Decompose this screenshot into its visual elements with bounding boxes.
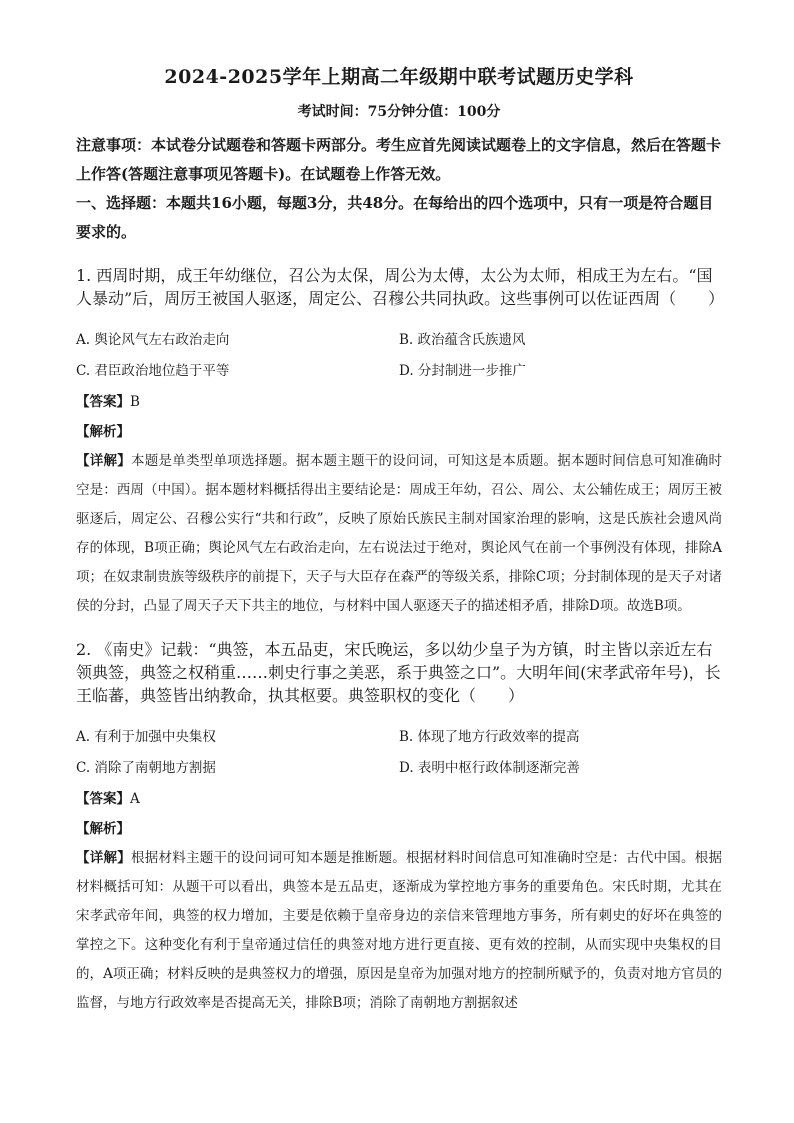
detail-paragraph: [76, 844, 722, 1018]
notice-text: 注意事项：本试卷分试题卷和答题卡两部分。考生应首先阅读试题卷上的文字信息，然后在答题卡上作答(答题注意事项见答题卡)。在试题卷上作答无效。: [76, 136, 722, 183]
option-a: A. 舆论风气左右政治走向: [76, 332, 230, 348]
answer-line: [76, 784, 722, 814]
option-d: D. 分封制进一步推广: [399, 363, 526, 379]
option-b: B. 体现了地方行政效率的提高: [399, 729, 580, 745]
detail-tag: 【详解】: [76, 453, 131, 469]
detail-text: 本题是单类型单项选择题。据本题主题干的设问词，可知这是本质题。据本题时间信息可知准确时空是：西周（中国）。据本题材料概括得出主要结论是：周成王年幼，召公、周公、太公辅佐成王；周厉王被驱逐后，周定公、召穆公实行“共和行政”，反映了原始氏族民主制对国家治理的影响，这是氏族社会遗风尚存的体现，B项正确；舆论风气左右政治走向，左右说法过于绝对，舆论风气在前一个事例没有体现，排除A项；在奴隶制贵族等级秩序的前提下，天子与大臣存在森严的等级关系，排除C项；分封制体现的是天子对诸侯的分封，凸显了周天子天下共主的地位，与材料中国人驱逐天子的描述相矛盾，排除D项。故选B项。: [76, 453, 722, 614]
answer-value: A: [130, 791, 140, 807]
analysis-line: [76, 814, 722, 844]
option-a: A. 有利于加强中央集权: [76, 729, 216, 745]
question-stem: 1. 西周时期，成王年幼继位，召公为太保，周公为太傅，太公为太师，相成王为左右。“国人暴动”后，周厉王被国人驱逐，周定公、召穆公共同执政。这些事例可以佐证西周（ ）: [76, 266, 725, 308]
answer-line: [76, 387, 722, 417]
question-2: [76, 637, 722, 1018]
detail-paragraph: [76, 447, 722, 621]
option-c: C. 消除了南朝地方割据: [76, 760, 216, 776]
analysis-line: [76, 417, 722, 447]
question-stem: 2. 《南史》记载：“典签，本五品吏，宋氏晚运，多以幼少皇子为方镇，时主皆以亲近左右领典签，典签之权稍重……刺史行事之美恶，系于典签之口”。大明年间(宋孝武帝年号)，长王临蕃，典签皆出纳教命，执其枢要。典签职权的变化（ ）: [76, 640, 721, 705]
detail-text: 根据材料主题干的设问词可知本题是推断题。根据材料时间信息可知准确时空是：古代中国。根据材料概括可知：从题干可以看出，典签本是五品吏，逐渐成为掌控地方事务的重要角色。宋氏时期，尤其在宋孝武帝年间，典签的权力增加，主要是依赖于皇帝身边的亲信来管理地方事务，所有刺史的好坏在典签的掌控之下。这种变化有利于皇帝通过信任的典签对地方进行更直接、更有效的控制，从而实现中央集权的目的，A项正确；材料反映的是典签权力的增强，原因是皇帝为加强对地方的控制所赋予的，负责对地方官员的监督，与地方行政效率是否提高无关，排除B项；消除了南朝地方割据叙述: [76, 850, 722, 1011]
answer-value: B: [130, 394, 140, 410]
detail-tag: 【详解】: [76, 850, 131, 866]
options-grid: [76, 325, 722, 387]
analysis-tag: 【解析】: [76, 821, 130, 837]
options-grid: [76, 722, 722, 784]
answer-tag: 【答案】: [76, 791, 130, 807]
option-d: D. 表明中枢行政体制逐渐完善: [399, 760, 580, 776]
analysis-tag: 【解析】: [76, 424, 130, 440]
answer-tag: 【答案】: [76, 394, 130, 410]
section-heading: 一、选择题：本题共16小题，每题3分，共48分。在每给出的四个选项中，只有一项是符合题目要求的。: [76, 194, 714, 241]
exam-info: 考试时间：75分钟分值：100分: [297, 104, 501, 120]
option-c: C. 君臣政治地位趋于平等: [76, 363, 230, 379]
question-1: [76, 263, 725, 621]
document-title: 2024-2025学年上期高二年级期中联考试题历史学科: [164, 66, 634, 88]
option-b: B. 政治蕴含氏族遗风: [399, 332, 526, 348]
